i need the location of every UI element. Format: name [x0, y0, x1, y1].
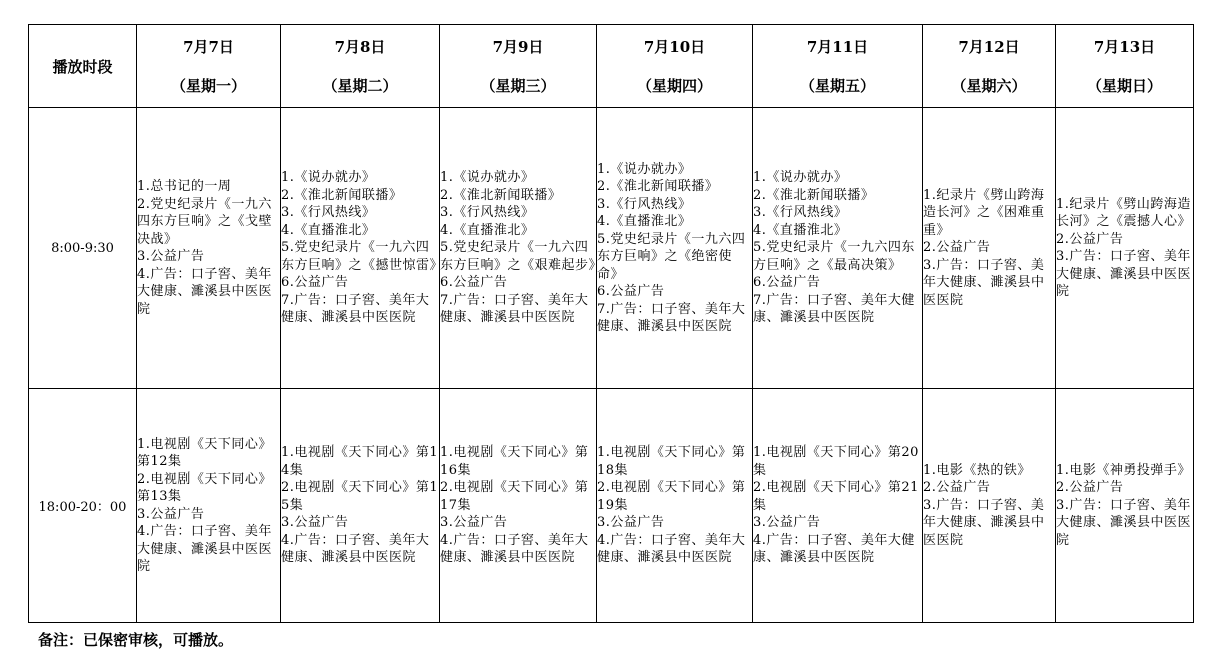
program-item: 4.《直播淮北》	[281, 222, 376, 238]
program-item: 2.《淮北新闻联播》	[753, 187, 875, 203]
broadcast-schedule-table	[28, 24, 1194, 623]
program-item: 2.电视剧《天下同心》第13集	[137, 471, 272, 504]
program-cell	[923, 108, 1056, 389]
program-cell	[923, 389, 1056, 623]
program-item: 1.电视剧《天下同心》第20集	[753, 445, 919, 478]
time-slot-cell: 18:00-20：00	[29, 389, 137, 623]
header-row	[29, 25, 1194, 108]
schedule-row	[29, 108, 1194, 389]
program-cell	[1056, 389, 1194, 623]
program-item: 7.广告：口子窖、美年大健康、濉溪县中医医院	[281, 292, 430, 326]
program-item: 1.总书记的一周	[137, 179, 232, 194]
day-header	[281, 25, 440, 108]
time-slot-cell: 8:00-9:30	[29, 108, 137, 389]
program-item: 1.电影《热的铁》	[923, 462, 1031, 478]
program-item: 3.公益广告	[753, 515, 821, 531]
day-header	[753, 25, 923, 108]
program-item: 2.《淮北新闻联播》	[597, 179, 719, 194]
program-item: 2.《淮北新闻联播》	[440, 187, 562, 203]
footnote: 备注：已保密审核，可播放。	[38, 631, 234, 649]
program-item: 6.公益广告	[597, 284, 665, 299]
program-item: 6.公益广告	[281, 275, 349, 291]
day-date: 7月9日	[492, 38, 544, 56]
day-date: 7月10日	[643, 38, 706, 56]
program-item: 4.广告：口子窖、美年大健康、濉溪县中医医院	[440, 532, 589, 566]
program-item: 4.广告：口子窖、美年大健康、濉溪县中医医院	[597, 532, 746, 566]
program-cell	[597, 389, 753, 623]
program-item: 4.《直播淮北》	[440, 222, 535, 238]
program-item: 2.《淮北新闻联播》	[281, 187, 403, 203]
day-header	[440, 25, 597, 108]
program-cell	[137, 389, 281, 623]
program-item: 5.党史纪录片《一九六四东方巨响》之《艰难起步》	[440, 240, 603, 273]
program-cell	[1056, 108, 1194, 389]
program-item: 1.《说办就办》	[281, 170, 376, 186]
program-cell	[753, 389, 923, 623]
program-item: 3.《行风热线》	[440, 205, 535, 221]
day-header	[137, 25, 281, 108]
program-cell	[281, 389, 440, 623]
slot-column-header: 播放时段	[29, 25, 137, 108]
day-weekday: （星期六）	[951, 77, 1027, 95]
day-header	[597, 25, 753, 108]
program-item: 6.公益广告	[753, 275, 821, 291]
day-date: 7月12日	[958, 38, 1020, 56]
program-item: 2.公益广告	[923, 240, 991, 256]
day-date: 7月11日	[806, 38, 869, 56]
program-item: 3.广告：口子窖、美年大健康、濉溪县中医医院	[923, 497, 1045, 548]
program-cell	[281, 108, 444, 389]
program-item: 3.《行风热线》	[281, 205, 376, 221]
program-item: 4.广告：口子窖、美年大健康、濉溪县中医医院	[281, 532, 430, 566]
program-item: 1.电视剧《天下同心》第14集	[281, 445, 439, 478]
day-weekday: （星期日）	[1086, 77, 1162, 95]
day-date: 7月7日	[183, 38, 234, 56]
program-cell	[753, 108, 923, 389]
program-item: 7.广告：口子窖、美年大健康、濉溪县中医医院	[753, 292, 915, 326]
program-item: 2.公益广告	[1056, 480, 1124, 496]
program-item: 1.电视剧《天下同心》第18集	[597, 445, 746, 478]
program-item: 3.广告：口子窖、美年大健康、濉溪县中医医院	[923, 257, 1045, 308]
program-item: 3.公益广告	[137, 249, 205, 264]
program-item: 6.公益广告	[440, 275, 508, 291]
program-item: 1.纪录片《劈山跨海造长河》之《震撼人心》	[1056, 196, 1192, 229]
program-item: 5.党史纪录片《一九六四东方巨响》之《最高决策》	[753, 240, 915, 273]
program-item: 7.广告：口子窖、美年大健康、濉溪县中医医院	[597, 301, 746, 334]
program-item: 3.公益广告	[137, 506, 205, 522]
program-item: 1.电视剧《天下同心》第16集	[440, 445, 589, 478]
day-date: 7月8日	[334, 38, 386, 56]
program-item: 1.《说办就办》	[597, 161, 692, 177]
program-cell	[597, 108, 753, 389]
program-item: 3.《行风热线》	[597, 196, 692, 212]
day-weekday: （星期四）	[636, 77, 712, 95]
program-cell	[440, 389, 597, 623]
program-item: 2.公益广告	[1056, 231, 1124, 247]
day-weekday: （星期三）	[480, 77, 556, 95]
program-item: 4.广告：口子窖、美年大健康、濉溪县中医医院	[137, 266, 273, 317]
program-item: 2.电视剧《天下同心》第15集	[281, 480, 439, 513]
program-item: 3.公益广告	[281, 515, 349, 531]
program-item: 1.纪录片《劈山跨海造长河》之《困难重重》	[923, 187, 1045, 238]
program-item: 5.党史纪录片《一九六四东方巨响》之《撼世惊雷》	[281, 240, 444, 273]
program-item: 1.《说办就办》	[753, 170, 848, 186]
day-weekday: （星期一）	[170, 77, 246, 95]
program-item: 4.广告：口子窖、美年大健康、濉溪县中医医院	[753, 532, 915, 566]
program-cell	[440, 108, 603, 389]
program-item: 2.电视剧《天下同心》第17集	[440, 480, 589, 513]
program-item: 5.党史纪录片《一九六四东方巨响》之《绝密使命》	[597, 231, 746, 282]
day-weekday: （星期五）	[799, 77, 875, 95]
program-item: 1.《说办就办》	[440, 170, 535, 186]
program-item: 4.广告：口子窖、美年大健康、濉溪县中医医院	[137, 524, 273, 574]
program-item: 4.《直播淮北》	[753, 222, 848, 238]
program-item: 3.《行风热线》	[753, 205, 848, 221]
program-item: 2.电视剧《天下同心》第19集	[597, 480, 746, 513]
program-item: 2.党史纪录片《一九六四东方巨响》之《戈壁决战》	[137, 196, 273, 247]
program-item: 3.广告：口子窖、美年大健康、濉溪县中医医院	[1056, 249, 1192, 299]
program-item: 1.电影《神勇投弹手》	[1056, 462, 1191, 478]
program-item: 3.广告：口子窖、美年大健康、濉溪县中医医院	[1056, 497, 1192, 548]
day-header	[1056, 25, 1194, 108]
program-item: 3.公益广告	[440, 515, 508, 531]
program-item: 4.《直播淮北》	[597, 214, 692, 229]
program-cell	[137, 108, 281, 389]
day-weekday: （星期二）	[322, 77, 398, 95]
schedule-row	[29, 389, 1194, 623]
program-item: 1.电视剧《天下同心》第12集	[137, 436, 272, 469]
program-item: 3.公益广告	[597, 515, 665, 531]
program-item: 7.广告：口子窖、美年大健康、濉溪县中医医院	[440, 292, 589, 326]
program-item: 2.公益广告	[923, 480, 991, 496]
day-date: 7月13日	[1093, 38, 1156, 56]
program-item: 2.电视剧《天下同心》第21集	[753, 480, 919, 513]
day-header	[923, 25, 1056, 108]
